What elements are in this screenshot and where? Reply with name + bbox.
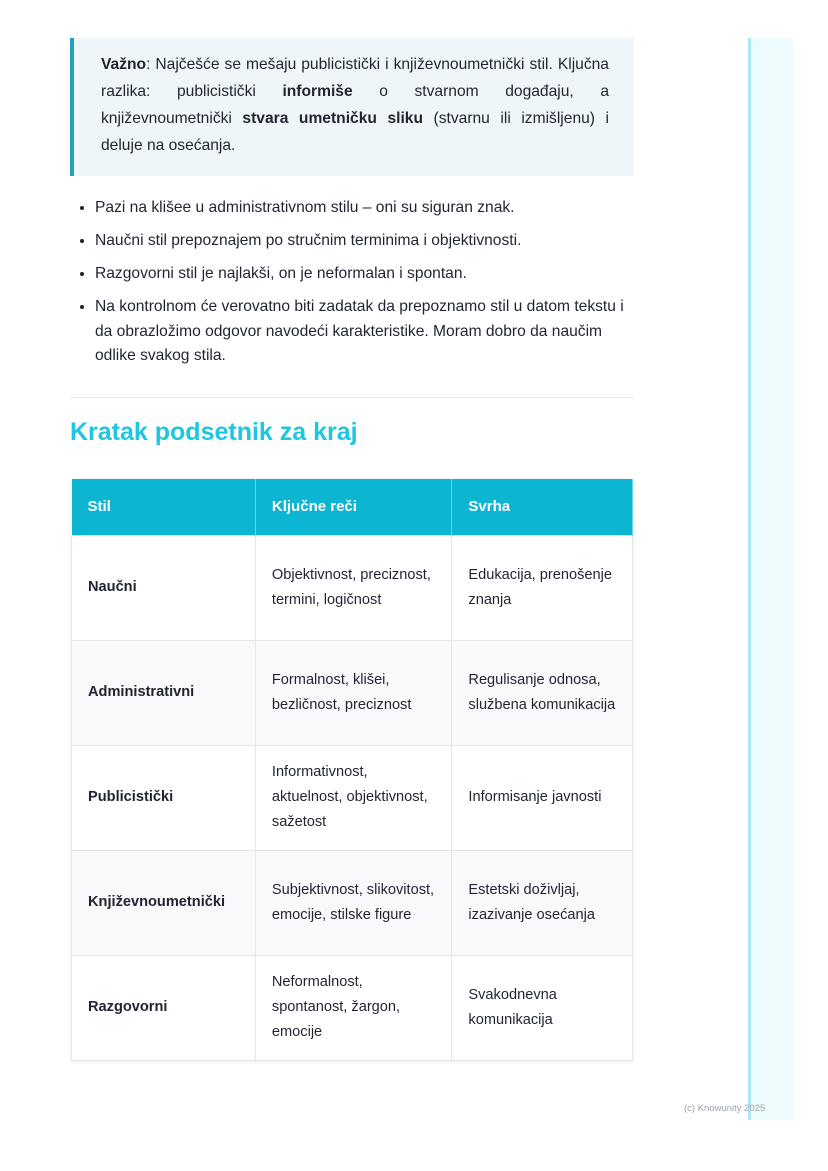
purpose-cell: Informisanje javnosti [452,745,633,850]
list-item: • Pazi na klišee u administrativnom stilu – oni su siguran znak. [95,196,635,221]
list-item: • Na kontrolnom će verovatno biti zadatak da prepoznamo stil u datom tekstu i da obrazložimo odgovor navodeći karakteristike. Moram dobro da naučim odlike svakog stila. [95,295,635,369]
table-row [72,535,633,640]
purpose-cell: Edukacija, prenošenje znanja [452,535,633,640]
style-name-cell: Književnoumetnički [72,850,256,955]
page-side-strip [748,38,793,1120]
style-name-cell: Publicistički [72,745,256,850]
keywords-cell: Objektivnost, preciznost, termini, logičnost [255,535,452,640]
copyright-text: (c) Knowunity 2025 [684,1103,766,1114]
table-header-row [72,479,633,535]
purpose-cell: Regulisanje odnosa, službena komunikacija [452,640,633,745]
column-header-kljucne-reci: Ključne reči [255,479,452,535]
keywords-cell: Neformalnost, spontanost, žargon, emocije [255,955,452,1060]
table-row [72,850,633,955]
keywords-cell: Formalnost, klišei, bezličnost, preciznost [255,640,452,745]
note-text: Važno: Najčešće se mešaju publicistički i književnoumetnički stil. Ključna razlika: publicistički informiše o stvarnom događaju, a književnoumetnički stvara umetničku sliku (stvarnu ili izmišljenu) i deluje na osećanja. [101,56,609,154]
keywords-cell: Subjektivnost, slikovitost, emocije, stilske figure [255,850,452,955]
style-name-cell: Naučni [72,535,256,640]
tips-list [70,196,635,377]
keywords-cell: Informativnost, aktuelnost, objektivnost, sažetost [255,745,452,850]
styles-table [71,479,633,1061]
section-title: Kratak podsetnik za kraj [70,418,358,446]
important-note [70,38,634,176]
purpose-cell: Estetski doživljaj, izazivanje osećanja [452,850,633,955]
table-row [72,745,633,850]
table-row [72,955,633,1060]
column-header-stil: Stil [72,479,256,535]
list-item: • Razgovorni stil je najlakši, on je neformalan i spontan. [95,262,635,287]
table-row [72,640,633,745]
divider [70,397,634,398]
column-header-svrha: Svrha [452,479,633,535]
purpose-cell: Svakodnevna komunikacija [452,955,633,1060]
list-item: • Naučni stil prepoznajem po stručnim terminima i objektivnosti. [95,229,635,254]
style-name-cell: Administrativni [72,640,256,745]
style-name-cell: Razgovorni [72,955,256,1060]
